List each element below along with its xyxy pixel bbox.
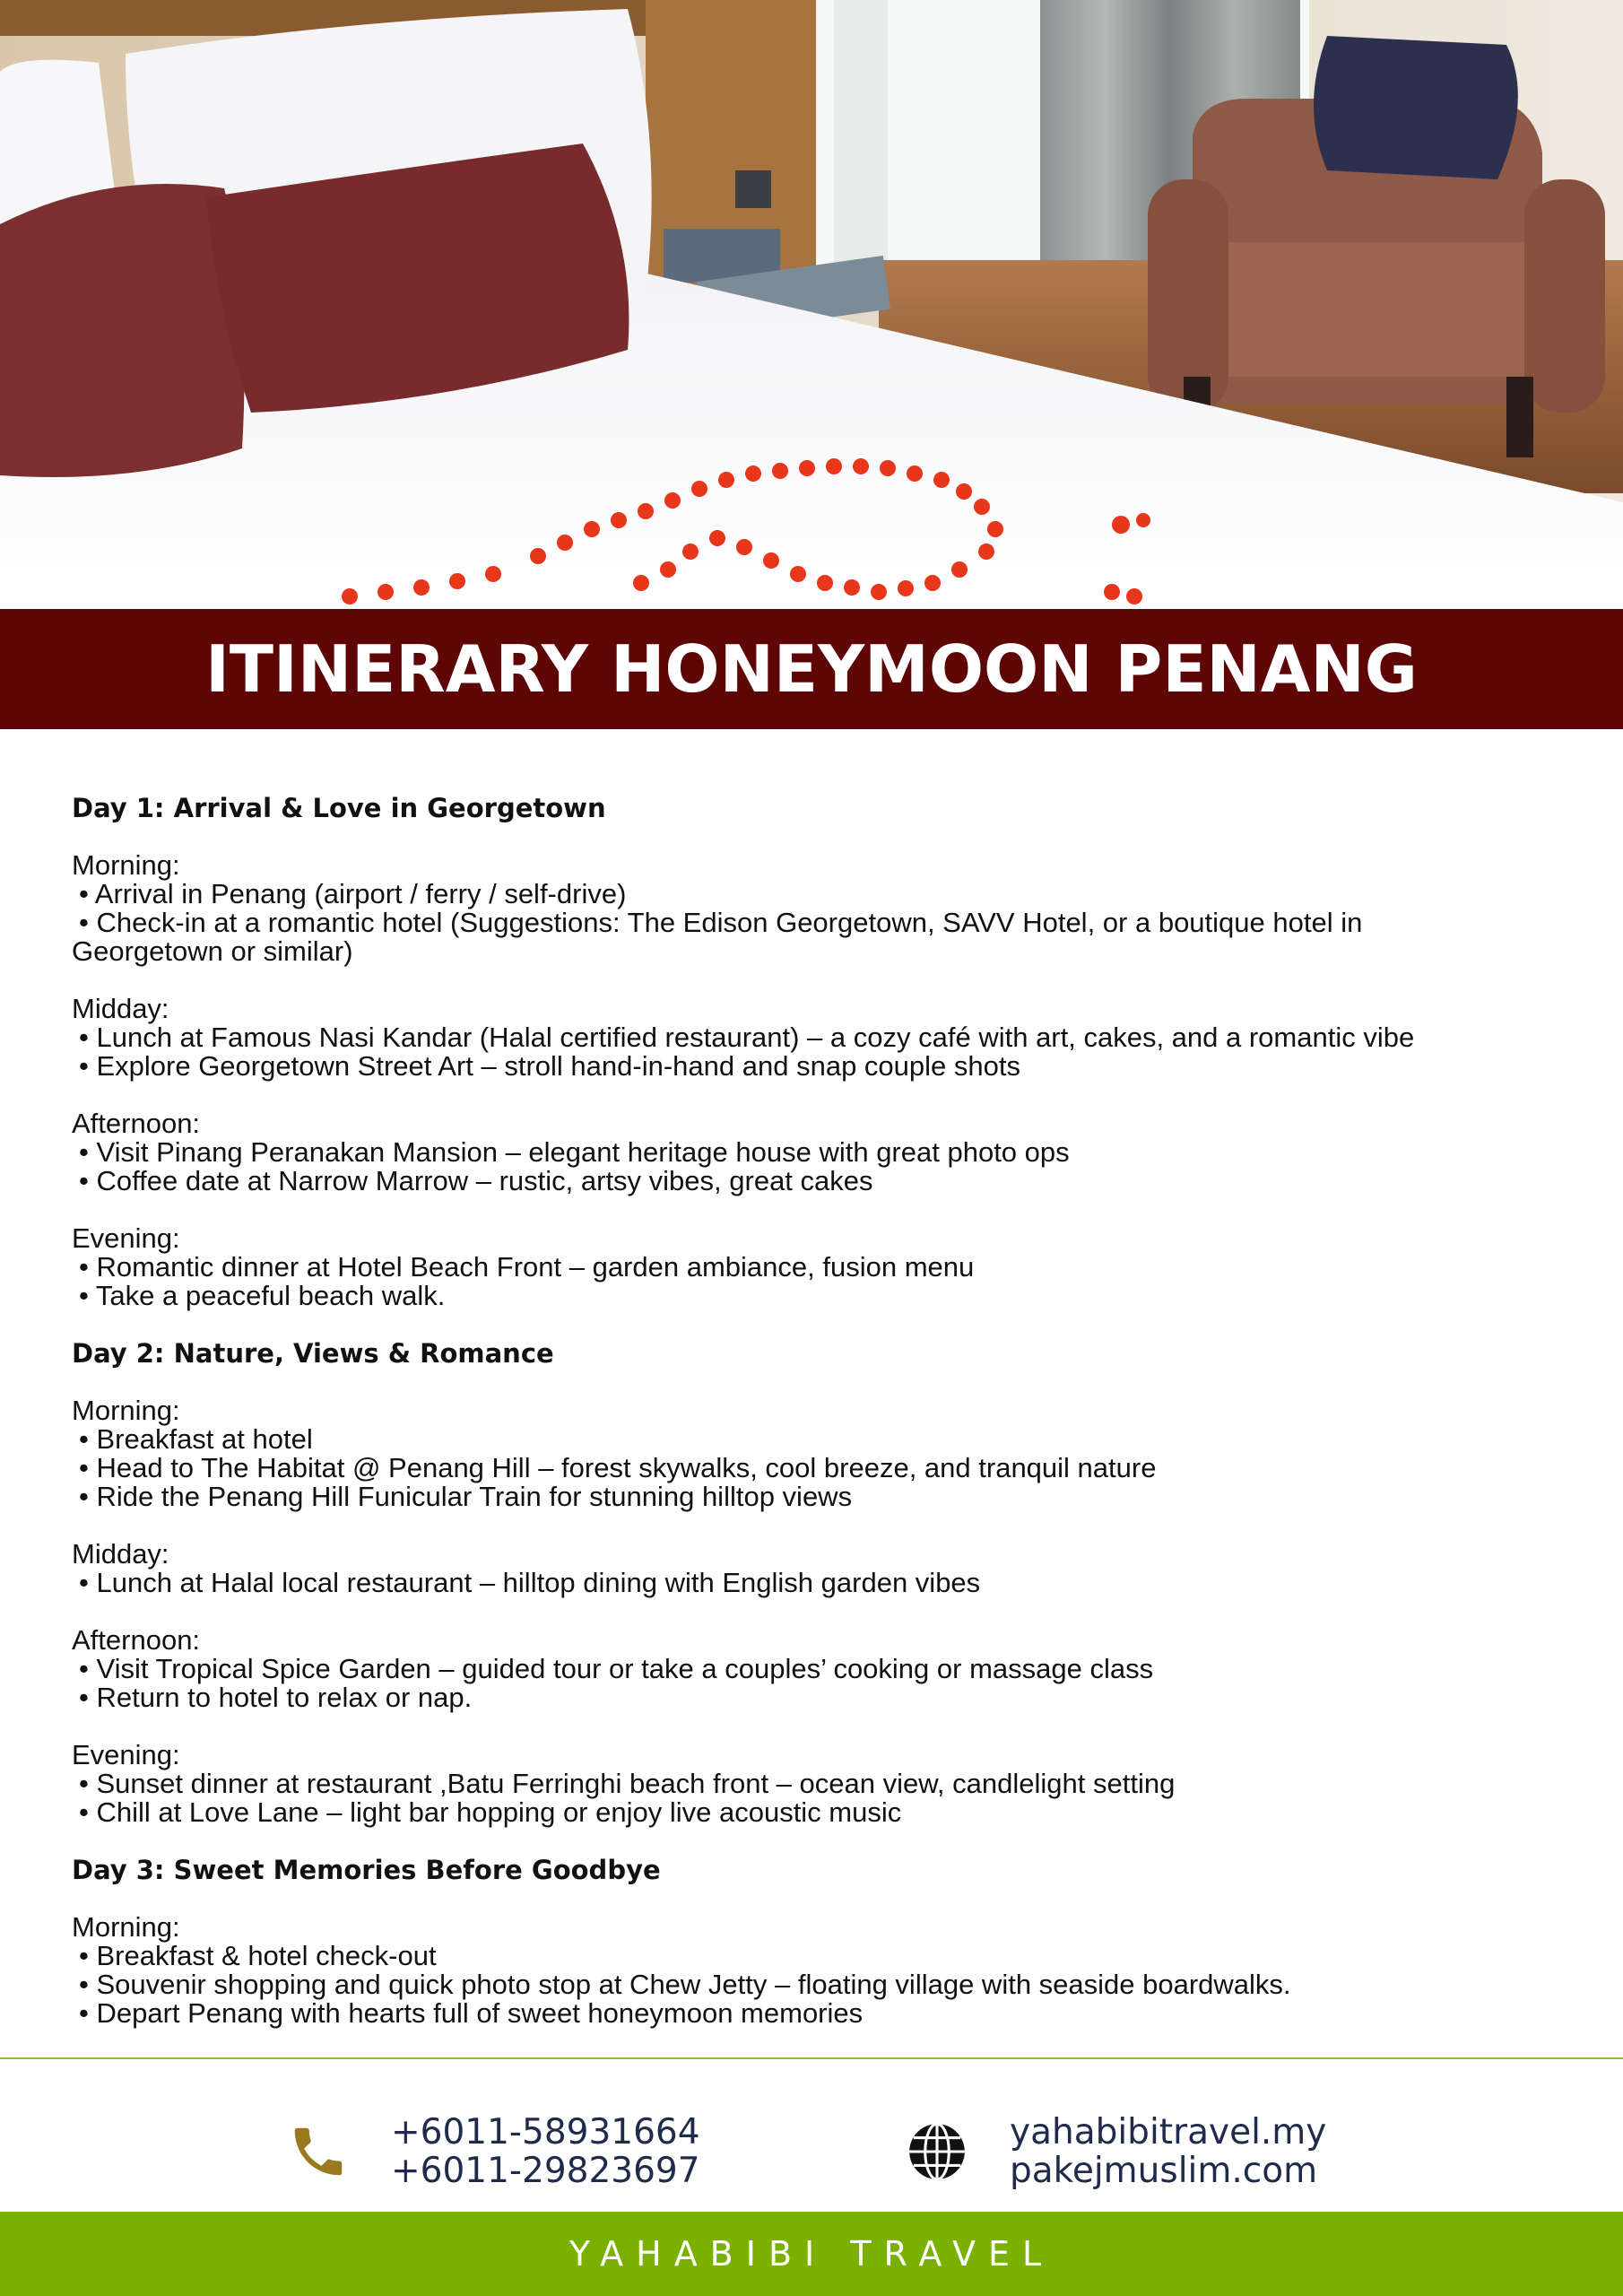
title-banner	[0, 609, 1623, 729]
website-link[interactable]: pakejmuslim.com	[1010, 2151, 1318, 2191]
brand-name: YAHABIBI TRAVEL	[568, 2234, 1055, 2274]
period-label: Morning:	[72, 849, 180, 881]
list-item: • Sunset dinner at restaurant ,Batu Ferringhi beach front – ocean view, candlelight setting	[79, 1768, 1176, 1799]
period-label: Afternoon:	[72, 1108, 201, 1139]
list-item: • Coffee date at Narrow Marrow – rustic, artsy vibes, great cakes	[79, 1165, 873, 1196]
period-label: Afternoon:	[72, 1624, 201, 1656]
day-3-section	[72, 1856, 1578, 2028]
list-item: • Romantic dinner at Hotel Beach Front – garden ambiance, fusion menu	[79, 1251, 975, 1283]
list-item: • Depart Penang with hearts full of sweet honeymoon memories	[79, 1997, 864, 2029]
phone-icon	[285, 2118, 352, 2185]
list-item: • Check-in at a romantic hotel (Suggestions: The Edison Georgetown, SAVV Hotel, or a boutique hotel in	[79, 907, 1363, 938]
day-title: Day 3: Sweet Memories Before Goodbye	[72, 1855, 661, 1885]
globe-icon	[904, 2118, 970, 2185]
period-afternoon	[72, 1626, 1578, 1712]
period-morning	[72, 1396, 1578, 1511]
period-label: Midday:	[72, 993, 169, 1024]
hero-image	[0, 0, 1623, 610]
period-afternoon	[72, 1109, 1578, 1196]
phone-contact	[285, 2111, 700, 2192]
list-item: • Breakfast & hotel check-out	[79, 1940, 437, 1971]
day-2-section	[72, 1339, 1578, 1827]
list-item: • Lunch at Famous Nasi Kandar (Halal certified restaurant) – a cozy café with art, cakes, and a romantic vibe	[79, 1022, 1415, 1053]
website-contact	[904, 2111, 1326, 2192]
list-item: • Return to hotel to relax or nap.	[79, 1682, 473, 1713]
list-item: • Take a peaceful beach walk.	[79, 1280, 446, 1311]
day-1-section	[72, 794, 1578, 1310]
footer-divider	[0, 2057, 1623, 2059]
website-link[interactable]: yahabibitravel.my	[1010, 2112, 1327, 2152]
period-morning	[72, 851, 1578, 966]
list-item: • Souvenir shopping and quick photo stop at Chew Jetty – floating village with seaside boardwalks.	[79, 1969, 1291, 2000]
page-title: ITINERARY HONEYMOON PENANG	[205, 631, 1418, 707]
list-item: • Lunch at Halal local restaurant – hilltop dining with English garden vibes	[79, 1567, 981, 1598]
list-item: • Visit Tropical Spice Garden – guided tour or take a couples’ cooking or massage class	[79, 1653, 1154, 1684]
period-evening	[72, 1224, 1578, 1310]
list-item: • Visit Pinang Peranakan Mansion – elegant heritage house with great photo ops	[79, 1136, 1070, 1168]
phone-number[interactable]: +6011-58931664	[391, 2112, 700, 2152]
period-label: Morning:	[72, 1395, 180, 1426]
period-label: Midday:	[72, 1538, 169, 1570]
itinerary-content	[72, 794, 1578, 2028]
list-item: • Breakfast at hotel	[79, 1423, 313, 1455]
period-morning	[72, 1913, 1578, 2028]
list-item-continuation: Georgetown or similar)	[72, 935, 353, 967]
list-item: • Head to The Habitat @ Penang Hill – forest skywalks, cool breeze, and tranquil nature	[79, 1452, 1157, 1483]
period-midday	[72, 995, 1578, 1081]
period-label: Morning:	[72, 1911, 180, 1943]
phone-number[interactable]: +6011-29823697	[391, 2151, 700, 2191]
list-item: • Explore Georgetown Street Art – stroll hand-in-hand and snap couple shots	[79, 1050, 1020, 1082]
period-label: Evening:	[72, 1222, 180, 1254]
day-title: Day 1: Arrival & Love in Georgetown	[72, 793, 606, 823]
period-label: Evening:	[72, 1739, 180, 1770]
list-item: • Arrival in Penang (airport / ferry / self-drive)	[79, 878, 627, 909]
period-midday	[72, 1540, 1578, 1597]
list-item: • Ride the Penang Hill Funicular Train for stunning hilltop views	[79, 1481, 853, 1512]
brand-footer	[0, 2212, 1623, 2296]
period-evening	[72, 1741, 1578, 1827]
list-item: • Chill at Love Lane – light bar hopping or enjoy live acoustic music	[79, 1796, 902, 1828]
day-title: Day 2: Nature, Views & Romance	[72, 1338, 554, 1369]
